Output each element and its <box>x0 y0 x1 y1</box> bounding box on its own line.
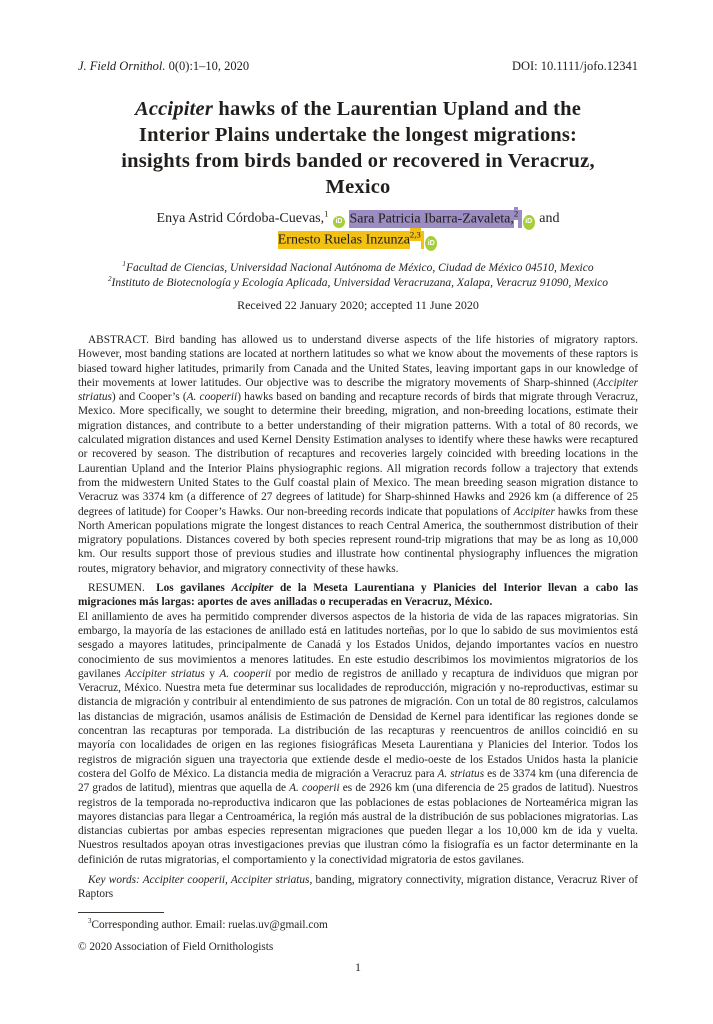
footnote-divider <box>78 912 164 913</box>
paper-title <box>78 96 638 200</box>
resumen-body <box>78 610 638 867</box>
text-segment: Accipiter <box>231 582 274 595</box>
text-segment: 2,3 <box>409 229 421 240</box>
text-segment: and <box>535 211 560 226</box>
text-segment <box>421 231 425 249</box>
copyright-line: © 2020 Association of Field Ornithologists <box>78 940 274 953</box>
text-segment: Interior Plains undertake the longest migrations: <box>138 124 578 146</box>
text-segment: El anillamiento de aves ha permitido comprender diversos aspectos de la historia de vida de las rapaces migratorias. Sin embargo, la mayoría de las estaciones de anillado está en latitudes norteñas, por lo que lo sabido de sus movimientos está sesgado a mayores latitudes, principalmente de Canadá y los Estados Unidos, dejando importantes vacíos en nuestro conocimiento de sus movimientos a menores latitudes. En este estudio describimos los movimientos migratorios de los gavilanes <box>78 610 638 680</box>
text-segment: Los gavilanes <box>156 582 232 595</box>
text-segment: Accipiter striatus <box>125 667 205 680</box>
text-segment: hawks of the Laurentian Upland and the <box>213 98 582 120</box>
page-number: 1 <box>355 960 361 975</box>
resumen-heading <box>78 581 638 610</box>
orcid-icon[interactable]: iD <box>333 216 345 228</box>
journal-reference <box>78 58 249 74</box>
abstract-paragraph <box>78 333 638 576</box>
title-line-3 <box>78 148 638 174</box>
text-segment: Accipiter <box>513 505 555 518</box>
affiliation-2 <box>78 276 638 291</box>
text-segment <box>328 211 332 226</box>
text-segment: Instituto de Biotecnología y Ecología Aplicada, Universidad Veracruzana, Xalapa, Veracruz 91090, Mexico <box>111 276 608 289</box>
author-block <box>78 208 638 251</box>
text-segment: 1 <box>324 208 329 219</box>
text-segment: Key words: Accipiter cooperii, Accipiter striatus, <box>88 873 313 886</box>
issue-pages-year: 0(0):1–10, 2020 <box>165 59 250 73</box>
text-segment: A. cooperii <box>289 782 340 795</box>
title-line-4 <box>78 174 638 200</box>
text-segment: insights from birds banded or recovered in Veracruz, <box>121 150 595 172</box>
text-segment: ABSTRACT. Bird banding has allowed us to understand diverse aspects of the life histories of migratory raptors. However, most banding stations are located at northern latitudes so what we know about the movements of these raptors is biased toward higher latitudes, primarily from Canada and the United States, leaving important gaps in our knowledge of their movements at lower latitudes. Our objective was to describe the migratory movements of Sharp-shinned ( <box>78 334 638 389</box>
text-segment: A. cooperii <box>219 667 272 680</box>
page-header <box>78 58 638 74</box>
text-segment: RESUMEN. <box>88 582 157 595</box>
text-segment: 2 <box>107 274 112 283</box>
text-segment: A. striatus <box>437 767 485 780</box>
text-segment: es de 2926 km (una diferencia de 25 grados de latitud). Nuestros registros de la temporada no-reproductiva indicaron que las poblaciones de estas poblaciones de Norteamérica migran las mayores distancias para llegar a Centroamérica, la región más austral de la distribución de sus poblaciones migratorias. Las distancias cubiertas por ambas especies representan migraciones que pueden llegar a los 10,000 km de ida y vuelta. Nuestros resultados apoyan otras investigaciones previas que ilustran cómo la fisiografía es un factor determinante en la definición de rutas migratorias, el comportamiento y la conectividad migratoria de estos gavilanes. <box>78 782 638 866</box>
text-segment: 3 <box>88 916 92 925</box>
text-segment: 1 <box>122 260 126 269</box>
orcid-icon[interactable]: iD <box>425 236 437 251</box>
author-name-highlighted: Sara Patricia Ibarra-Zavaleta, <box>349 211 514 226</box>
text-segment: hawks from these North American populations migrate the longest distances to reach Central America, the southernmost distribution of their migratory populations. Distances covered by both species represent round-trip migrations that may be as long as 10,000 km. Our results support those of previous studies and illustrate how continental physiography influences the migration routes, migratory behavior, and migratory connectivity of these hawks. <box>78 505 638 575</box>
text-segment: Accipiter <box>134 98 214 120</box>
received-accepted-dates: Received 22 January 2020; accepted 11 June 2020 <box>237 298 479 312</box>
corresponding-author-footnote <box>78 918 638 932</box>
text-segment: ) and Cooper’s ( <box>111 391 187 404</box>
text-segment: Corresponding author. Email: ruelas.uv@gmail.com <box>91 918 328 931</box>
title-line-2 <box>78 122 638 148</box>
text-segment <box>518 210 522 228</box>
text-segment: es de 3374 km (una diferencia de 27 grados de latitud), mientras que aquella de <box>78 767 639 795</box>
journal-name: J. Field Ornithol. <box>78 59 166 73</box>
text-segment: y <box>204 667 220 680</box>
title-line-1 <box>78 96 638 122</box>
text-segment: Accipiter striatus <box>78 376 638 404</box>
text-segment: A. cooperii <box>186 391 238 404</box>
author-line-1 <box>78 208 638 230</box>
text-segment: por medio de registros de anillado y recaptura de individuos que migran por Veracruz, México. Nuestra meta fue determinar sus localidades de reproducción, migración y no-reproductivas, estimar su distancia de migración y contribuir al entendimiento de sus patrones de migración. Con un total de 80 registros, calculamos las distancias de migración, usamos análisis de Estimación de Densidad de Kernel para identificar las regiones donde se concentran las recapturas por temporada. La distribución de las recapturas y reencuentros de anillos coincidió en su mayoría con localidades de origen en las regiones fisiográficas Meseta Laurentiana y Planicies del Interior. Todos los registros de migración siguen una trayectoria que extiende desde el medio-oeste de los Estados Unidos hasta la planicie costera del Golfo de México. La distancia media de migración a Veracruz para <box>78 667 638 780</box>
keywords-paragraph <box>78 873 638 902</box>
text-segment: ) hawks based on banding and recapture records of birds that migrate through Veracruz, Mexico. More specifically, we sought to determine their breeding, migration, and non-breeding locations, estimate their migration distances, and contribute to a better understanding of their migration patterns. With a total of 80 records, we calculated migration distances and used Kernel Density Estimation analyses to identify where these hawks were recaptured or recovered by season. The distribution of recaptures and recoveries largely coincided with breeding locations in the Laurentian Upland and the Interior Plains physiographic regions. All migration records follow a trajectory that extends from the midwestern United States to the Gulf coastal plain of Mexico. The mean breeding season migration distance to Veracruz was 3374 km (a difference of 27 degrees of latitude) for Sharp-shinned Hawks and 2926 km (a difference of 25 degrees of latitude) for Cooper’s Hawks. Our non-breeding records indicate that populations of <box>78 391 638 518</box>
author-line-2 <box>78 230 638 252</box>
author-name: Enya Astrid Córdoba-Cuevas, <box>156 211 325 226</box>
affiliations <box>78 261 638 290</box>
author-name-highlighted: Ernesto Ruelas Inzunza <box>277 232 410 248</box>
text-segment: 2 <box>513 208 519 219</box>
text-segment: Mexico <box>325 176 391 198</box>
doi: DOI: 10.1111/jofo.12341 <box>511 59 638 73</box>
text-segment: de la Meseta Laurentiana y Planicies del Interior llevan a cabo las migraciones más largas: aportes de aves anilladas o recuperadas en Veracruz, México. <box>78 582 638 609</box>
text-segment: Facultad de Ciencias, Universidad Nacional Autónoma de México, Ciudad de México 04510, Mexico <box>125 262 594 274</box>
orcid-icon[interactable]: iD <box>523 215 535 230</box>
affiliation-1 <box>78 261 638 276</box>
text-segment: banding, migratory connectivity, migration distance, Veracruz River of Raptors <box>78 873 639 901</box>
